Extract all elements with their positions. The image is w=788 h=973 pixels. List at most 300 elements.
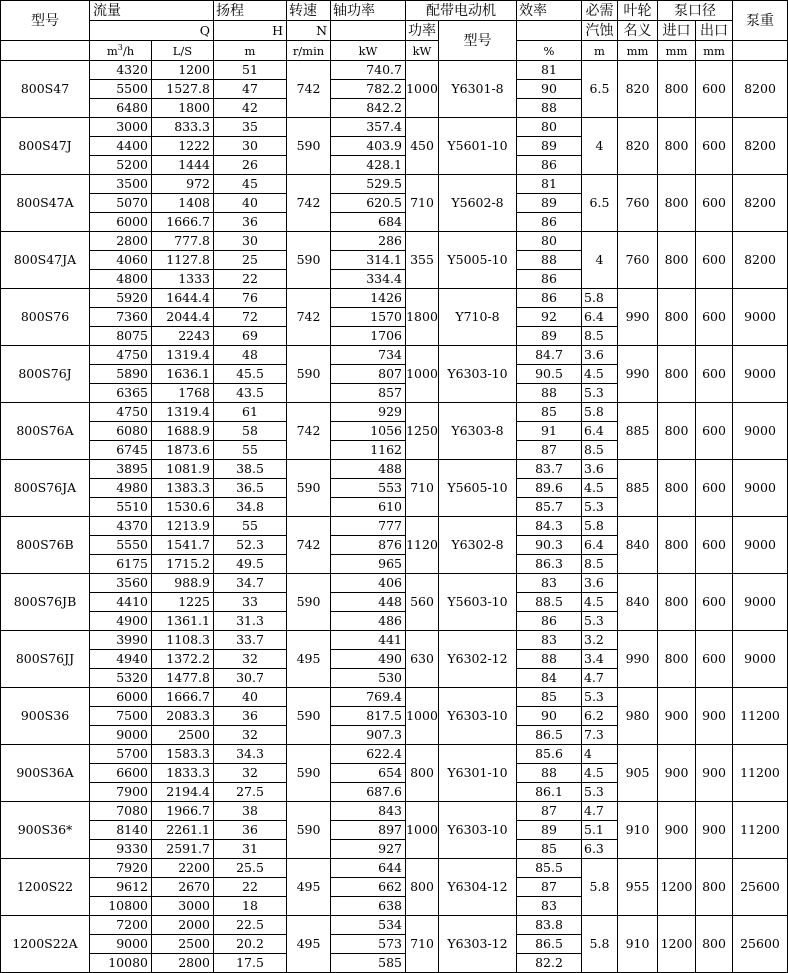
cell-motor-power: 1000 (406, 346, 439, 403)
cell-head: 38.5 (214, 460, 287, 479)
cell-weight: 9000 (733, 574, 788, 631)
cell-inlet: 1200 (658, 916, 696, 973)
cell-npsh: 3.4 (582, 650, 618, 669)
cell-speed: 590 (287, 745, 331, 802)
cell-flow-m3h: 9612 (90, 878, 152, 897)
cell-weight: 8200 (733, 118, 788, 175)
cell-npsh: 8.5 (582, 327, 618, 346)
cell-head: 43.5 (214, 384, 287, 403)
cell-efficiency: 85.5 (517, 859, 582, 878)
cell-shaft-power: 817.5 (331, 707, 406, 726)
cell-flow-m3h: 6600 (90, 764, 152, 783)
cell-model: 900S36* (1, 802, 90, 859)
cell-weight: 25600 (733, 916, 788, 973)
cell-flow-m3h: 7200 (90, 916, 152, 935)
cell-efficiency: 83 (517, 631, 582, 650)
cell-flow-m3h: 3560 (90, 574, 152, 593)
cell-head: 26 (214, 156, 287, 175)
cell-flow-ls: 1319.4 (152, 403, 214, 422)
cell-motor-model: Y6303-10 (439, 346, 517, 403)
cell-impeller: 905 (618, 745, 658, 802)
cell-head: 47 (214, 80, 287, 99)
cell-shaft-power: 314.1 (331, 251, 406, 270)
table-row (1, 859, 788, 878)
cell-flow-ls: 1715.2 (152, 555, 214, 574)
cell-flow-m3h: 6480 (90, 99, 152, 118)
cell-npsh: 7.3 (582, 726, 618, 745)
cell-efficiency: 85 (517, 403, 582, 422)
cell-efficiency: 85 (517, 840, 582, 859)
cell-head: 30 (214, 232, 287, 251)
cell-flow-m3h: 3500 (90, 175, 152, 194)
cell-flow-m3h: 5550 (90, 536, 152, 555)
cell-npsh: 6.4 (582, 422, 618, 441)
cell-impeller: 760 (618, 232, 658, 289)
cell-flow-m3h: 5500 (90, 80, 152, 99)
cell-flow-ls: 2800 (152, 954, 214, 973)
cell-flow-ls: 1408 (152, 194, 214, 213)
cell-flow-m3h: 6365 (90, 384, 152, 403)
cell-weight: 8200 (733, 232, 788, 289)
cell-flow-ls: 2243 (152, 327, 214, 346)
cell-flow-ls: 1527.8 (152, 80, 214, 99)
cell-motor-model: Y5005-10 (439, 232, 517, 289)
cell-flow-m3h: 9000 (90, 726, 152, 745)
cell-shaft-power: 654 (331, 764, 406, 783)
cell-impeller: 910 (618, 802, 658, 859)
cell-head: 55 (214, 517, 287, 536)
table-row (1, 574, 788, 593)
cell-flow-ls: 1833.3 (152, 764, 214, 783)
cell-efficiency: 89 (517, 137, 582, 156)
cell-efficiency: 85.6 (517, 745, 582, 764)
cell-motor-power: 355 (406, 232, 439, 289)
cell-efficiency: 86.5 (517, 935, 582, 954)
cell-head: 34.7 (214, 574, 287, 593)
cell-npsh: 5.3 (582, 612, 618, 631)
cell-head: 38 (214, 802, 287, 821)
cell-head: 33 (214, 593, 287, 612)
cell-npsh: 3.6 (582, 460, 618, 479)
unit-outlet: mm (696, 41, 733, 61)
cell-flow-m3h: 5920 (90, 289, 152, 308)
cell-flow-ls: 1768 (152, 384, 214, 403)
cell-shaft-power: 897 (331, 821, 406, 840)
cell-npsh: 5.3 (582, 498, 618, 517)
cell-shaft-power: 740.7 (331, 61, 406, 80)
cell-npsh: 3.6 (582, 346, 618, 365)
cell-efficiency: 87 (517, 441, 582, 460)
cell-efficiency: 81 (517, 175, 582, 194)
cell-model: 800S76JJ (1, 631, 90, 688)
cell-flow-ls: 777.8 (152, 232, 214, 251)
cell-impeller: 910 (618, 916, 658, 973)
table-row (1, 175, 788, 194)
cell-flow-ls: 2000 (152, 916, 214, 935)
cell-head: 20.2 (214, 935, 287, 954)
cell-shaft-power: 403.9 (331, 137, 406, 156)
cell-shaft-power: 622.4 (331, 745, 406, 764)
cell-efficiency: 86 (517, 213, 582, 232)
cell-efficiency: 86 (517, 289, 582, 308)
unit-efficiency: % (517, 41, 582, 61)
cell-inlet: 800 (658, 118, 696, 175)
cell-flow-m3h: 5700 (90, 745, 152, 764)
cell-shaft-power: 907.3 (331, 726, 406, 745)
cell-npsh: 3.2 (582, 631, 618, 650)
cell-efficiency: 85.7 (517, 498, 582, 517)
cell-shaft-power: 684 (331, 213, 406, 232)
cell-motor-model: Y6303-8 (439, 403, 517, 460)
cell-weight: 9000 (733, 631, 788, 688)
header-speed-symbol: N (287, 21, 331, 41)
header-outlet: 出口 (696, 21, 733, 41)
cell-inlet: 800 (658, 403, 696, 460)
cell-motor-power: 630 (406, 631, 439, 688)
cell-flow-ls: 1688.9 (152, 422, 214, 441)
cell-flow-ls: 2500 (152, 935, 214, 954)
cell-flow-m3h: 3000 (90, 118, 152, 137)
cell-npsh: 5.8 (582, 517, 618, 536)
cell-head: 40 (214, 688, 287, 707)
cell-flow-ls: 833.3 (152, 118, 214, 137)
cell-npsh: 6.4 (582, 536, 618, 555)
cell-model: 800S47JA (1, 232, 90, 289)
cell-motor-power: 800 (406, 859, 439, 916)
cell-flow-ls: 1966.7 (152, 802, 214, 821)
cell-shaft-power: 488 (331, 460, 406, 479)
cell-shaft-power: 1706 (331, 327, 406, 346)
cell-head: 36 (214, 821, 287, 840)
table-row (1, 802, 788, 821)
cell-npsh: 4 (582, 232, 618, 289)
cell-head: 58 (214, 422, 287, 441)
cell-motor-power: 450 (406, 118, 439, 175)
cell-model: 1200S22 (1, 859, 90, 916)
cell-efficiency: 80 (517, 118, 582, 137)
cell-motor-model: Y6304-12 (439, 859, 517, 916)
cell-npsh: 6.2 (582, 707, 618, 726)
cell-speed: 495 (287, 859, 331, 916)
table-row (1, 517, 788, 536)
cell-efficiency: 91 (517, 422, 582, 441)
cell-flow-m3h: 6000 (90, 688, 152, 707)
unit-speed: r/min (287, 41, 331, 61)
cell-flow-ls: 1108.3 (152, 631, 214, 650)
cell-efficiency: 90.3 (517, 536, 582, 555)
cell-model: 900S36A (1, 745, 90, 802)
cell-model: 800S76 (1, 289, 90, 346)
cell-flow-m3h: 7920 (90, 859, 152, 878)
cell-efficiency: 90 (517, 707, 582, 726)
cell-flow-m3h: 5890 (90, 365, 152, 384)
cell-flow-ls: 1644.4 (152, 289, 214, 308)
cell-head: 49.5 (214, 555, 287, 574)
unit-impeller: mm (618, 41, 658, 61)
cell-head: 36 (214, 707, 287, 726)
cell-head: 25.5 (214, 859, 287, 878)
cell-npsh: 5.3 (582, 384, 618, 403)
cell-flow-m3h: 7360 (90, 308, 152, 327)
cell-weight: 8200 (733, 61, 788, 118)
cell-flow-m3h: 5510 (90, 498, 152, 517)
table-row (1, 631, 788, 650)
cell-npsh: 6.4 (582, 308, 618, 327)
cell-shaft-power: 777 (331, 517, 406, 536)
cell-outlet: 600 (696, 574, 733, 631)
cell-model: 1200S22A (1, 916, 90, 973)
header-flow-symbol: Q (90, 21, 214, 41)
cell-head: 17.5 (214, 954, 287, 973)
cell-head: 35 (214, 118, 287, 137)
cell-motor-power: 710 (406, 916, 439, 973)
cell-flow-ls: 1383.3 (152, 479, 214, 498)
cell-flow-ls: 1477.8 (152, 669, 214, 688)
cell-model: 800S76JA (1, 460, 90, 517)
cell-motor-power: 1120 (406, 517, 439, 574)
cell-speed: 590 (287, 232, 331, 289)
cell-motor-model: Y5601-10 (439, 118, 517, 175)
cell-inlet: 800 (658, 61, 696, 118)
cell-motor-power: 800 (406, 745, 439, 802)
cell-efficiency: 90.5 (517, 365, 582, 384)
cell-flow-ls: 1319.4 (152, 346, 214, 365)
cell-shaft-power: 644 (331, 859, 406, 878)
cell-npsh: 4.7 (582, 669, 618, 688)
cell-flow-ls: 2591.7 (152, 840, 214, 859)
header-model: 型号 (1, 1, 90, 41)
cell-motor-power: 1800 (406, 289, 439, 346)
table-row (1, 916, 788, 935)
cell-efficiency: 88.5 (517, 593, 582, 612)
cell-shaft-power: 807 (331, 365, 406, 384)
cell-efficiency: 89.6 (517, 479, 582, 498)
cell-shaft-power: 610 (331, 498, 406, 517)
cell-head: 76 (214, 289, 287, 308)
cell-efficiency: 85 (517, 688, 582, 707)
cell-npsh: 6.3 (582, 840, 618, 859)
header-motor: 配带电动机 (406, 1, 517, 21)
cell-shaft-power: 428.1 (331, 156, 406, 175)
cell-weight: 11200 (733, 688, 788, 745)
cell-shaft-power: 573 (331, 935, 406, 954)
cell-flow-ls: 2200 (152, 859, 214, 878)
unit-inlet: mm (658, 41, 696, 61)
cell-impeller: 840 (618, 517, 658, 574)
cell-speed: 742 (287, 289, 331, 346)
cell-weight: 11200 (733, 745, 788, 802)
cell-efficiency: 88 (517, 650, 582, 669)
cell-flow-ls: 1372.2 (152, 650, 214, 669)
cell-impeller: 990 (618, 346, 658, 403)
cell-flow-m3h: 4320 (90, 61, 152, 80)
cell-flow-m3h: 8075 (90, 327, 152, 346)
cell-flow-ls: 1361.1 (152, 612, 214, 631)
cell-efficiency: 86.3 (517, 555, 582, 574)
cell-inlet: 800 (658, 517, 696, 574)
cell-impeller: 820 (618, 118, 658, 175)
cell-shaft-power: 357.4 (331, 118, 406, 137)
cell-flow-m3h: 8140 (90, 821, 152, 840)
cell-npsh: 5.8 (582, 289, 618, 308)
cell-model: 800S76B (1, 517, 90, 574)
cell-flow-m3h: 4800 (90, 270, 152, 289)
cell-flow-ls: 1530.6 (152, 498, 214, 517)
cell-head: 61 (214, 403, 287, 422)
cell-weight: 9000 (733, 346, 788, 403)
cell-head: 52.3 (214, 536, 287, 555)
cell-npsh: 5.1 (582, 821, 618, 840)
cell-shaft-power: 927 (331, 840, 406, 859)
cell-efficiency: 84.3 (517, 517, 582, 536)
cell-npsh: 4.7 (582, 802, 618, 821)
header-npsh-2: 汽蚀 (582, 21, 618, 41)
cell-motor-model: Y6302-12 (439, 631, 517, 688)
cell-flow-ls: 988.9 (152, 574, 214, 593)
cell-head: 22.5 (214, 916, 287, 935)
cell-outlet: 600 (696, 232, 733, 289)
cell-npsh: 4.5 (582, 479, 618, 498)
cell-shaft-power: 486 (331, 612, 406, 631)
cell-flow-m3h: 4750 (90, 403, 152, 422)
cell-efficiency: 86 (517, 270, 582, 289)
cell-flow-ls: 1583.3 (152, 745, 214, 764)
cell-inlet: 800 (658, 460, 696, 517)
cell-motor-model: Y710-8 (439, 289, 517, 346)
header-motor-power: 功率 (406, 21, 439, 41)
cell-inlet: 1200 (658, 859, 696, 916)
cell-npsh: 4 (582, 745, 618, 764)
cell-motor-power: 710 (406, 460, 439, 517)
cell-flow-m3h: 4400 (90, 137, 152, 156)
cell-flow-ls: 2261.1 (152, 821, 214, 840)
header-inlet: 进口 (658, 21, 696, 41)
cell-shaft-power: 857 (331, 384, 406, 403)
cell-head: 32 (214, 726, 287, 745)
cell-motor-power: 1000 (406, 688, 439, 745)
cell-flow-m3h: 9000 (90, 935, 152, 954)
cell-head: 42 (214, 99, 287, 118)
cell-flow-m3h: 6080 (90, 422, 152, 441)
cell-inlet: 800 (658, 631, 696, 688)
cell-head: 22 (214, 878, 287, 897)
cell-flow-ls: 1222 (152, 137, 214, 156)
unit-flow-ls: L/S (152, 41, 214, 61)
cell-flow-ls: 1666.7 (152, 688, 214, 707)
cell-npsh: 5.3 (582, 783, 618, 802)
unit-motor-power: kW (406, 41, 439, 61)
cell-inlet: 800 (658, 346, 696, 403)
cell-shaft-power: 1426 (331, 289, 406, 308)
cell-weight: 25600 (733, 859, 788, 916)
cell-shaft-power: 842.2 (331, 99, 406, 118)
cell-flow-m3h: 4750 (90, 346, 152, 365)
cell-head: 32 (214, 650, 287, 669)
unit-head: m (214, 41, 287, 61)
cell-speed: 495 (287, 631, 331, 688)
cell-head: 40 (214, 194, 287, 213)
cell-efficiency: 92 (517, 308, 582, 327)
cell-head: 45.5 (214, 365, 287, 384)
table-row (1, 346, 788, 365)
cell-efficiency: 82.2 (517, 954, 582, 973)
cell-motor-model: Y5605-10 (439, 460, 517, 517)
cell-efficiency: 84 (517, 669, 582, 688)
cell-motor-model: Y6301-10 (439, 745, 517, 802)
cell-flow-ls: 2194.4 (152, 783, 214, 802)
cell-flow-m3h: 6745 (90, 441, 152, 460)
cell-efficiency: 86 (517, 156, 582, 175)
cell-npsh: 4.5 (582, 593, 618, 612)
cell-flow-ls: 1200 (152, 61, 214, 80)
cell-shaft-power: 734 (331, 346, 406, 365)
cell-shaft-power: 441 (331, 631, 406, 650)
cell-shaft-power: 638 (331, 897, 406, 916)
cell-npsh: 4.5 (582, 365, 618, 384)
cell-efficiency: 87 (517, 802, 582, 821)
cell-outlet: 600 (696, 460, 733, 517)
cell-outlet: 600 (696, 118, 733, 175)
unit-flow-m3h: $m^3/h$ (90, 41, 152, 61)
cell-shaft-power: 585 (331, 954, 406, 973)
cell-flow-m3h: 5200 (90, 156, 152, 175)
cell-shaft-power: 965 (331, 555, 406, 574)
cell-speed: 590 (287, 460, 331, 517)
cell-efficiency: 89 (517, 821, 582, 840)
cell-efficiency: 81 (517, 61, 582, 80)
cell-motor-model: Y6302-8 (439, 517, 517, 574)
cell-npsh: 4.5 (582, 764, 618, 783)
cell-impeller: 840 (618, 574, 658, 631)
cell-inlet: 800 (658, 574, 696, 631)
cell-outlet: 600 (696, 289, 733, 346)
cell-flow-ls: 1800 (152, 99, 214, 118)
cell-flow-m3h: 5070 (90, 194, 152, 213)
cell-motor-power: 710 (406, 175, 439, 232)
cell-motor-power: 1000 (406, 802, 439, 859)
cell-outlet: 600 (696, 517, 733, 574)
cell-flow-ls: 1636.1 (152, 365, 214, 384)
cell-flow-ls: 1213.9 (152, 517, 214, 536)
cell-flow-m3h: 3990 (90, 631, 152, 650)
cell-motor-power: 560 (406, 574, 439, 631)
cell-motor-model: Y6303-10 (439, 688, 517, 745)
cell-head: 30.7 (214, 669, 287, 688)
cell-inlet: 800 (658, 289, 696, 346)
cell-flow-ls: 1127.8 (152, 251, 214, 270)
cell-model: 800S76JB (1, 574, 90, 631)
cell-motor-model: Y6301-8 (439, 61, 517, 118)
cell-flow-m3h: 7080 (90, 802, 152, 821)
header-impeller-1: 叶轮 (618, 1, 658, 21)
table-row (1, 118, 788, 137)
cell-head: 51 (214, 61, 287, 80)
cell-impeller: 990 (618, 289, 658, 346)
cell-shaft-power: 406 (331, 574, 406, 593)
table-row (1, 403, 788, 422)
cell-shaft-power: 1056 (331, 422, 406, 441)
cell-motor-model: Y5603-10 (439, 574, 517, 631)
cell-flow-m3h: 10800 (90, 897, 152, 916)
unit-shaft-power: kW (331, 41, 406, 61)
cell-shaft-power: 286 (331, 232, 406, 251)
cell-efficiency: 86.5 (517, 726, 582, 745)
header-impeller-2: 名义 (618, 21, 658, 41)
cell-shaft-power: 769.4 (331, 688, 406, 707)
header-head-symbol: H (214, 21, 287, 41)
cell-inlet: 900 (658, 688, 696, 745)
header-flow: 流量 (90, 1, 214, 21)
